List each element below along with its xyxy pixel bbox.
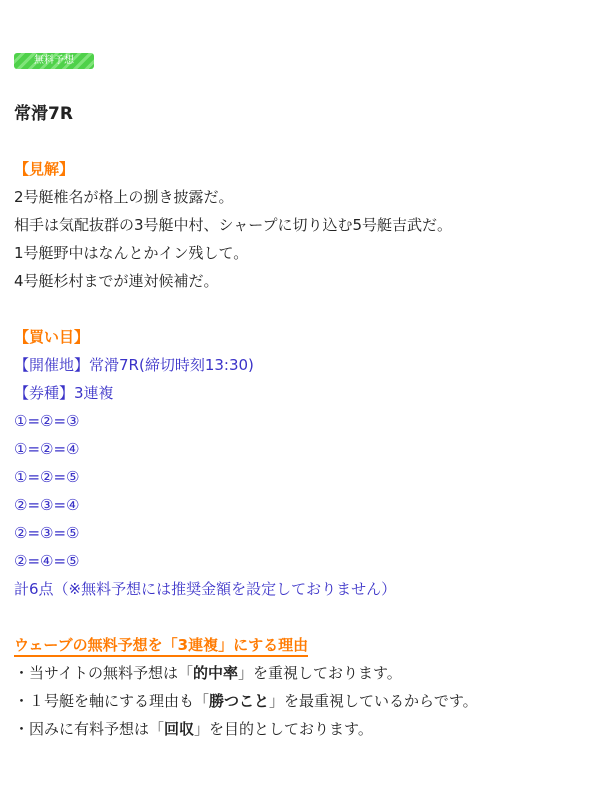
reason-item (14, 663, 402, 683)
combo-item: ②=③=⑤ (14, 524, 80, 542)
kaime-heading: 【買い目】 (14, 328, 90, 346)
free-prediction-badge: 無料予想 (14, 53, 94, 69)
kenkai-line: 4号艇杉村までが連対候補だ。 (14, 272, 219, 290)
venue-line (14, 355, 254, 375)
reason-text: 」を目的としております。 (194, 720, 373, 738)
reason-emphasis: 的中率 (192, 664, 238, 682)
race-title: 常滑7R (14, 104, 73, 124)
kenkai-line: 2号艇椎名が格上の捌き披露だ。 (14, 188, 234, 206)
venue-value: 常滑7R(締切時刻13:30) (89, 356, 254, 374)
reason-emphasis: 勝つこと (209, 692, 270, 710)
reason-text: ・因みに有料予想は「 (14, 720, 165, 738)
reason-heading: ウェーブの無料予想を「3連複」にする理由 (14, 636, 308, 657)
combo-item: ①=②=④ (14, 440, 80, 458)
combo-item: ①=②=⑤ (14, 468, 80, 486)
reason-item (14, 719, 373, 739)
kenkai-line: 相手は気配抜群の3号艇中村、シャープに切り込む5号艇吉武だ。 (14, 216, 453, 234)
reason-text: ・１号艇を軸にする理由も「 (14, 692, 210, 710)
reason-text: ・当サイトの無料予想は「 (14, 664, 193, 682)
reason-emphasis: 回収 (164, 720, 195, 738)
reason-item (14, 691, 478, 711)
kenkai-heading: 【見解】 (14, 160, 75, 178)
reason-text: 」を最重視しているからです。 (269, 692, 478, 710)
kenkai-line: 1号艇野中はなんとかイン残して。 (14, 244, 249, 262)
venue-label: 【開催地】 (14, 356, 90, 374)
reason-heading-row (14, 635, 308, 655)
ticket-type-value: 3連複 (74, 384, 114, 402)
combo-item: ①=②=③ (14, 412, 80, 430)
combo-item: ②=③=④ (14, 496, 80, 514)
ticket-type-label: 【券種】 (14, 384, 75, 402)
combo-item: ②=④=⑤ (14, 552, 80, 570)
ticket-type-line (14, 383, 114, 403)
combo-total: 計6点（※無料予想には推奨金額を設定しておりません） (14, 580, 397, 598)
reason-text: 」を重視しております。 (237, 664, 402, 682)
